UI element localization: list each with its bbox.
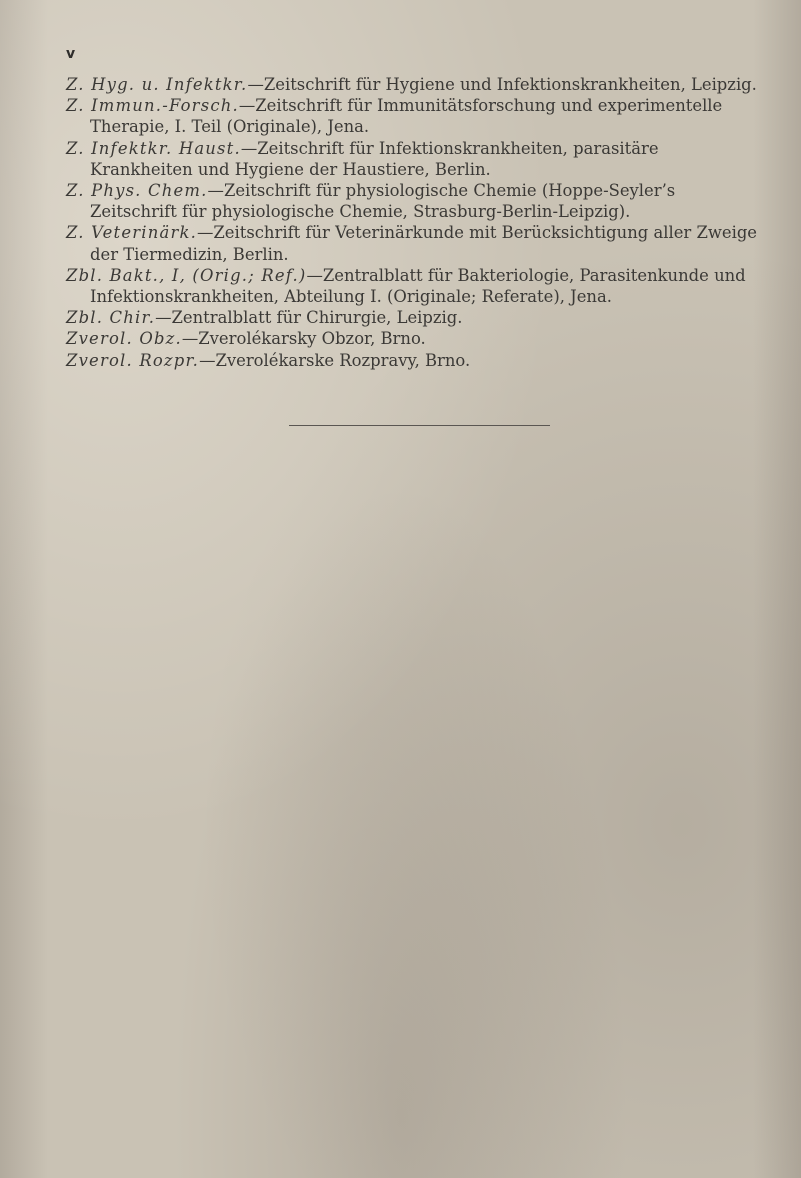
separator-dash: — (155, 308, 172, 328)
abbreviation-entry (66, 138, 766, 180)
abbreviation-entry (66, 265, 766, 307)
journal-abbreviation: Zverol. Rozpr. (66, 350, 200, 370)
journal-full-title: Zentralblatt für Bakteriologie, Parasitenkunde und Infektionskrankheiten, Abteilung I. (Originale; Referate), Jena. (90, 265, 746, 307)
separator-dash: — (240, 138, 258, 158)
abbreviation-entry (66, 307, 766, 328)
journal-full-title: Zeitschrift für Infektionskrankheiten, parasitäre Krankheiten und Hygiene der Haustiere, Berlin. (90, 138, 659, 179)
page-number: v (66, 46, 76, 62)
journal-abbreviation: Zbl. Chir. (66, 308, 156, 328)
journal-full-title: Zeitschrift für Immunitätsforschung und experimentelle Therapie, I. Teil (Originale), Jena. (90, 96, 723, 137)
journal-abbreviation: Z. Veterinärk. (66, 223, 198, 243)
journal-abbreviation: Z. Immun.-Forsch. (66, 96, 239, 116)
separator-dash: — (238, 96, 256, 116)
separator-dash: — (306, 265, 323, 285)
separator-dash: — (207, 181, 224, 201)
journal-full-title: Zeitschrift für Veterinärkunde mit Berücksichtigung aller Zweige der Tiermedizin, Berlin. (90, 223, 758, 264)
abbreviation-entry (66, 74, 766, 95)
journal-full-title: Zverolékarske Rozpravy, Brno. (215, 350, 471, 370)
journal-full-title: Zentralblatt für Chirurgie, Leipzig. (171, 308, 463, 328)
abbreviation-entry (66, 95, 766, 137)
journal-full-title: Zeitschrift für physiologische Chemie (Hoppe-Seyler’s Zeitschrift für physiologische Chemie, Strasburg-Berlin-Leipzig). (90, 181, 676, 222)
journal-abbreviation: Zbl. Bakt., I, (Orig.; Ref.) (66, 265, 307, 285)
abbreviation-entry (66, 180, 766, 222)
section-divider-rule (289, 425, 550, 426)
separator-dash: — (247, 75, 264, 94)
abbreviation-entry (66, 328, 766, 349)
abbreviation-entry (66, 350, 766, 371)
separator-dash: — (199, 350, 216, 370)
journal-abbreviation: Z. Phys. Chem. (66, 181, 208, 201)
abbreviation-list (66, 74, 766, 371)
journal-abbreviation: Zverol. Obz. (66, 329, 182, 349)
separator-dash: — (181, 329, 199, 349)
journal-full-title: Zeitschrift für Hygiene und Infektionskrankheiten, Leipzig. (263, 75, 757, 94)
journal-abbreviation: Z. Hyg. u. Infektkr. (66, 75, 248, 94)
journal-abbreviation: Z. Infektkr. Haust. (66, 138, 241, 158)
abbreviation-entry (66, 222, 766, 264)
journal-full-title: Zverolékarsky Obzor, Brno. (198, 329, 426, 349)
separator-dash: — (197, 223, 214, 243)
